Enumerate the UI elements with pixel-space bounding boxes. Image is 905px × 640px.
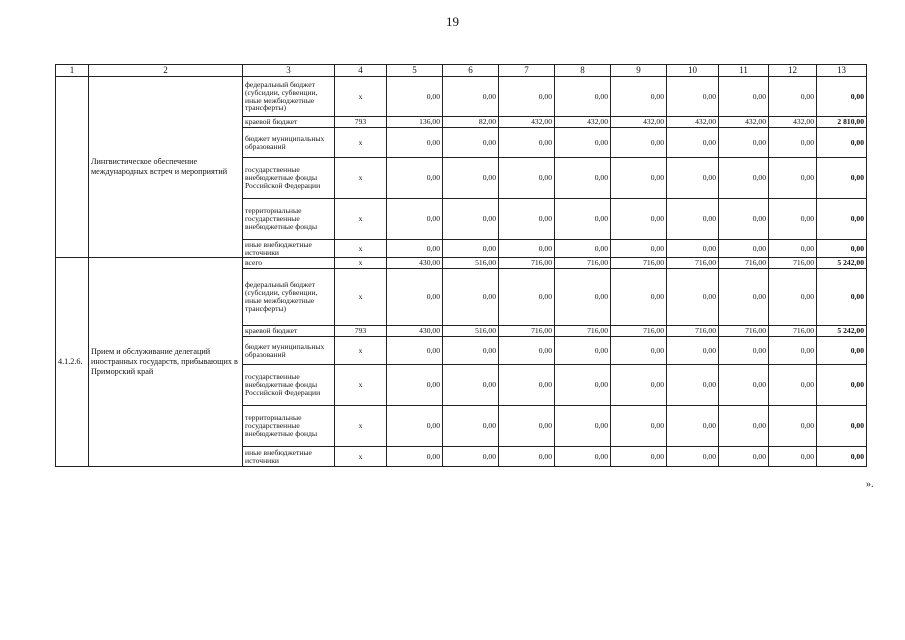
value-cell: 0,00: [817, 447, 867, 467]
value-cell: 432,00: [555, 117, 611, 128]
value-cell: 716,00: [555, 258, 611, 269]
funding-source-cell: всего: [243, 258, 335, 269]
column-header: 7: [499, 65, 555, 77]
value-cell: 0,00: [555, 158, 611, 199]
code-cell: x: [335, 365, 387, 406]
budget-table: [55, 64, 867, 467]
value-cell: 0,00: [387, 199, 443, 240]
funding-source-cell: государственные внебюджетные фонды Российской Федерации: [243, 365, 335, 406]
value-cell: 0,00: [555, 240, 611, 258]
value-cell: 430,00: [387, 258, 443, 269]
code-cell: x: [335, 258, 387, 269]
value-cell: 2 810,00: [817, 117, 867, 128]
value-cell: 0,00: [499, 128, 555, 158]
column-header: 9: [611, 65, 667, 77]
funding-source-cell: федеральный бюджет (субсидии, субвенции, иные межбюджетные трансферты): [243, 77, 335, 117]
value-cell: 0,00: [769, 240, 817, 258]
value-cell: 0,00: [817, 240, 867, 258]
value-cell: 0,00: [611, 365, 667, 406]
value-cell: 0,00: [667, 240, 719, 258]
row-number-cell: [56, 77, 89, 258]
funding-source-cell: государственные внебюджетные фонды Российской Федерации: [243, 158, 335, 199]
value-cell: 0,00: [499, 240, 555, 258]
column-header: 12: [769, 65, 817, 77]
value-cell: 0,00: [443, 240, 499, 258]
value-cell: 0,00: [443, 77, 499, 117]
value-cell: 0,00: [667, 365, 719, 406]
value-cell: 0,00: [817, 269, 867, 326]
value-cell: 716,00: [611, 258, 667, 269]
value-cell: 716,00: [667, 258, 719, 269]
value-cell: 0,00: [611, 240, 667, 258]
code-cell: x: [335, 128, 387, 158]
value-cell: 0,00: [499, 337, 555, 365]
value-cell: 716,00: [555, 326, 611, 337]
value-cell: 432,00: [667, 117, 719, 128]
value-cell: 5 242,00: [817, 326, 867, 337]
closing-quote-mark: ».: [866, 479, 874, 490]
column-header: 1: [56, 65, 89, 77]
column-header: 3: [243, 65, 335, 77]
value-cell: 432,00: [611, 117, 667, 128]
value-cell: 0,00: [667, 199, 719, 240]
value-cell: 0,00: [611, 269, 667, 326]
code-cell: x: [335, 199, 387, 240]
value-cell: 0,00: [443, 269, 499, 326]
value-cell: 5 242,00: [817, 258, 867, 269]
value-cell: 82,00: [443, 117, 499, 128]
value-cell: 0,00: [611, 77, 667, 117]
value-cell: 0,00: [443, 406, 499, 447]
value-cell: 0,00: [387, 158, 443, 199]
value-cell: 516,00: [443, 326, 499, 337]
value-cell: 0,00: [443, 199, 499, 240]
value-cell: 432,00: [719, 117, 769, 128]
value-cell: 0,00: [719, 365, 769, 406]
value-cell: 716,00: [611, 326, 667, 337]
value-cell: 716,00: [499, 326, 555, 337]
value-cell: 0,00: [443, 128, 499, 158]
value-cell: 0,00: [817, 199, 867, 240]
funding-source-cell: федеральный бюджет (субсидии, субвенции, иные межбюджетные трансферты): [243, 269, 335, 326]
column-header: 4: [335, 65, 387, 77]
table-row: [56, 258, 867, 269]
value-cell: 0,00: [499, 447, 555, 467]
value-cell: 0,00: [499, 77, 555, 117]
value-cell: 0,00: [719, 199, 769, 240]
value-cell: 0,00: [387, 269, 443, 326]
funding-source-cell: иные внебюджетные источники: [243, 240, 335, 258]
value-cell: 0,00: [667, 128, 719, 158]
value-cell: 0,00: [611, 337, 667, 365]
value-cell: 0,00: [387, 240, 443, 258]
funding-source-cell: бюджет муниципальных образований: [243, 128, 335, 158]
funding-source-cell: краевой бюджет: [243, 117, 335, 128]
value-cell: 0,00: [499, 199, 555, 240]
value-cell: 0,00: [769, 269, 817, 326]
value-cell: 0,00: [719, 337, 769, 365]
value-cell: 0,00: [387, 337, 443, 365]
value-cell: 0,00: [769, 128, 817, 158]
value-cell: 0,00: [769, 447, 817, 467]
code-cell: 793: [335, 117, 387, 128]
value-cell: 0,00: [769, 365, 817, 406]
value-cell: 0,00: [611, 199, 667, 240]
value-cell: 0,00: [555, 406, 611, 447]
value-cell: 0,00: [499, 269, 555, 326]
value-cell: 0,00: [499, 365, 555, 406]
value-cell: 516,00: [443, 258, 499, 269]
value-cell: 0,00: [443, 337, 499, 365]
value-cell: 0,00: [719, 158, 769, 199]
code-cell: x: [335, 447, 387, 467]
code-cell: x: [335, 77, 387, 117]
value-cell: 0,00: [387, 406, 443, 447]
code-cell: x: [335, 240, 387, 258]
value-cell: 0,00: [499, 158, 555, 199]
funding-source-cell: территориальные государственные внебюджетные фонды: [243, 406, 335, 447]
value-cell: 0,00: [667, 337, 719, 365]
value-cell: 0,00: [443, 447, 499, 467]
value-cell: 0,00: [387, 447, 443, 467]
column-header: 2: [89, 65, 243, 77]
value-cell: 0,00: [667, 447, 719, 467]
value-cell: 0,00: [719, 77, 769, 117]
table-row: [56, 77, 867, 117]
value-cell: 0,00: [387, 77, 443, 117]
value-cell: 0,00: [769, 337, 817, 365]
value-cell: 0,00: [555, 365, 611, 406]
column-header: 6: [443, 65, 499, 77]
value-cell: 0,00: [719, 447, 769, 467]
value-cell: 0,00: [667, 406, 719, 447]
value-cell: 430,00: [387, 326, 443, 337]
value-cell: 0,00: [817, 158, 867, 199]
value-cell: 0,00: [817, 337, 867, 365]
value-cell: 0,00: [667, 158, 719, 199]
value-cell: 0,00: [817, 365, 867, 406]
value-cell: 0,00: [719, 240, 769, 258]
value-cell: 432,00: [499, 117, 555, 128]
value-cell: 0,00: [719, 406, 769, 447]
funding-source-cell: иные внебюджетные источники: [243, 447, 335, 467]
value-cell: 0,00: [611, 158, 667, 199]
value-cell: 0,00: [555, 128, 611, 158]
page-number: 19: [446, 14, 459, 29]
column-header: 11: [719, 65, 769, 77]
value-cell: 0,00: [769, 158, 817, 199]
value-cell: 0,00: [667, 269, 719, 326]
measure-title-cell: Лингвистическое обеспечение международных встреч и мероприятий: [89, 77, 243, 258]
value-cell: 716,00: [667, 326, 719, 337]
value-cell: 0,00: [499, 406, 555, 447]
value-cell: 0,00: [611, 406, 667, 447]
value-cell: 136,00: [387, 117, 443, 128]
code-cell: 793: [335, 326, 387, 337]
value-cell: 716,00: [719, 258, 769, 269]
funding-source-cell: территориальные государственные внебюджетные фонды: [243, 199, 335, 240]
value-cell: 0,00: [769, 199, 817, 240]
value-cell: 0,00: [555, 77, 611, 117]
value-cell: 0,00: [443, 365, 499, 406]
funding-source-cell: бюджет муниципальных образований: [243, 337, 335, 365]
value-cell: 0,00: [387, 128, 443, 158]
row-number-cell: 4.1.2.6.: [56, 258, 89, 467]
code-cell: x: [335, 406, 387, 447]
value-cell: 0,00: [555, 269, 611, 326]
value-cell: 432,00: [769, 117, 817, 128]
column-header: 10: [667, 65, 719, 77]
value-cell: 0,00: [769, 406, 817, 447]
value-cell: 0,00: [817, 77, 867, 117]
value-cell: 0,00: [611, 447, 667, 467]
value-cell: 716,00: [769, 258, 817, 269]
value-cell: 0,00: [611, 128, 667, 158]
measure-title-cell: Прием и обслуживание делегаций иностранных государств, прибывающих в Приморский край: [89, 258, 243, 467]
value-cell: 0,00: [555, 447, 611, 467]
column-header: 13: [817, 65, 867, 77]
value-cell: 0,00: [387, 365, 443, 406]
column-header: 5: [387, 65, 443, 77]
value-cell: 0,00: [719, 128, 769, 158]
code-cell: x: [335, 337, 387, 365]
funding-source-cell: краевой бюджет: [243, 326, 335, 337]
value-cell: 716,00: [719, 326, 769, 337]
value-cell: 0,00: [817, 406, 867, 447]
value-cell: 0,00: [769, 77, 817, 117]
value-cell: 0,00: [443, 158, 499, 199]
header-row: [56, 65, 867, 77]
value-cell: 716,00: [769, 326, 817, 337]
value-cell: 0,00: [667, 77, 719, 117]
value-cell: 0,00: [817, 128, 867, 158]
code-cell: x: [335, 158, 387, 199]
column-header: 8: [555, 65, 611, 77]
value-cell: 0,00: [555, 337, 611, 365]
value-cell: 0,00: [719, 269, 769, 326]
code-cell: x: [335, 269, 387, 326]
value-cell: 716,00: [499, 258, 555, 269]
value-cell: 0,00: [555, 199, 611, 240]
